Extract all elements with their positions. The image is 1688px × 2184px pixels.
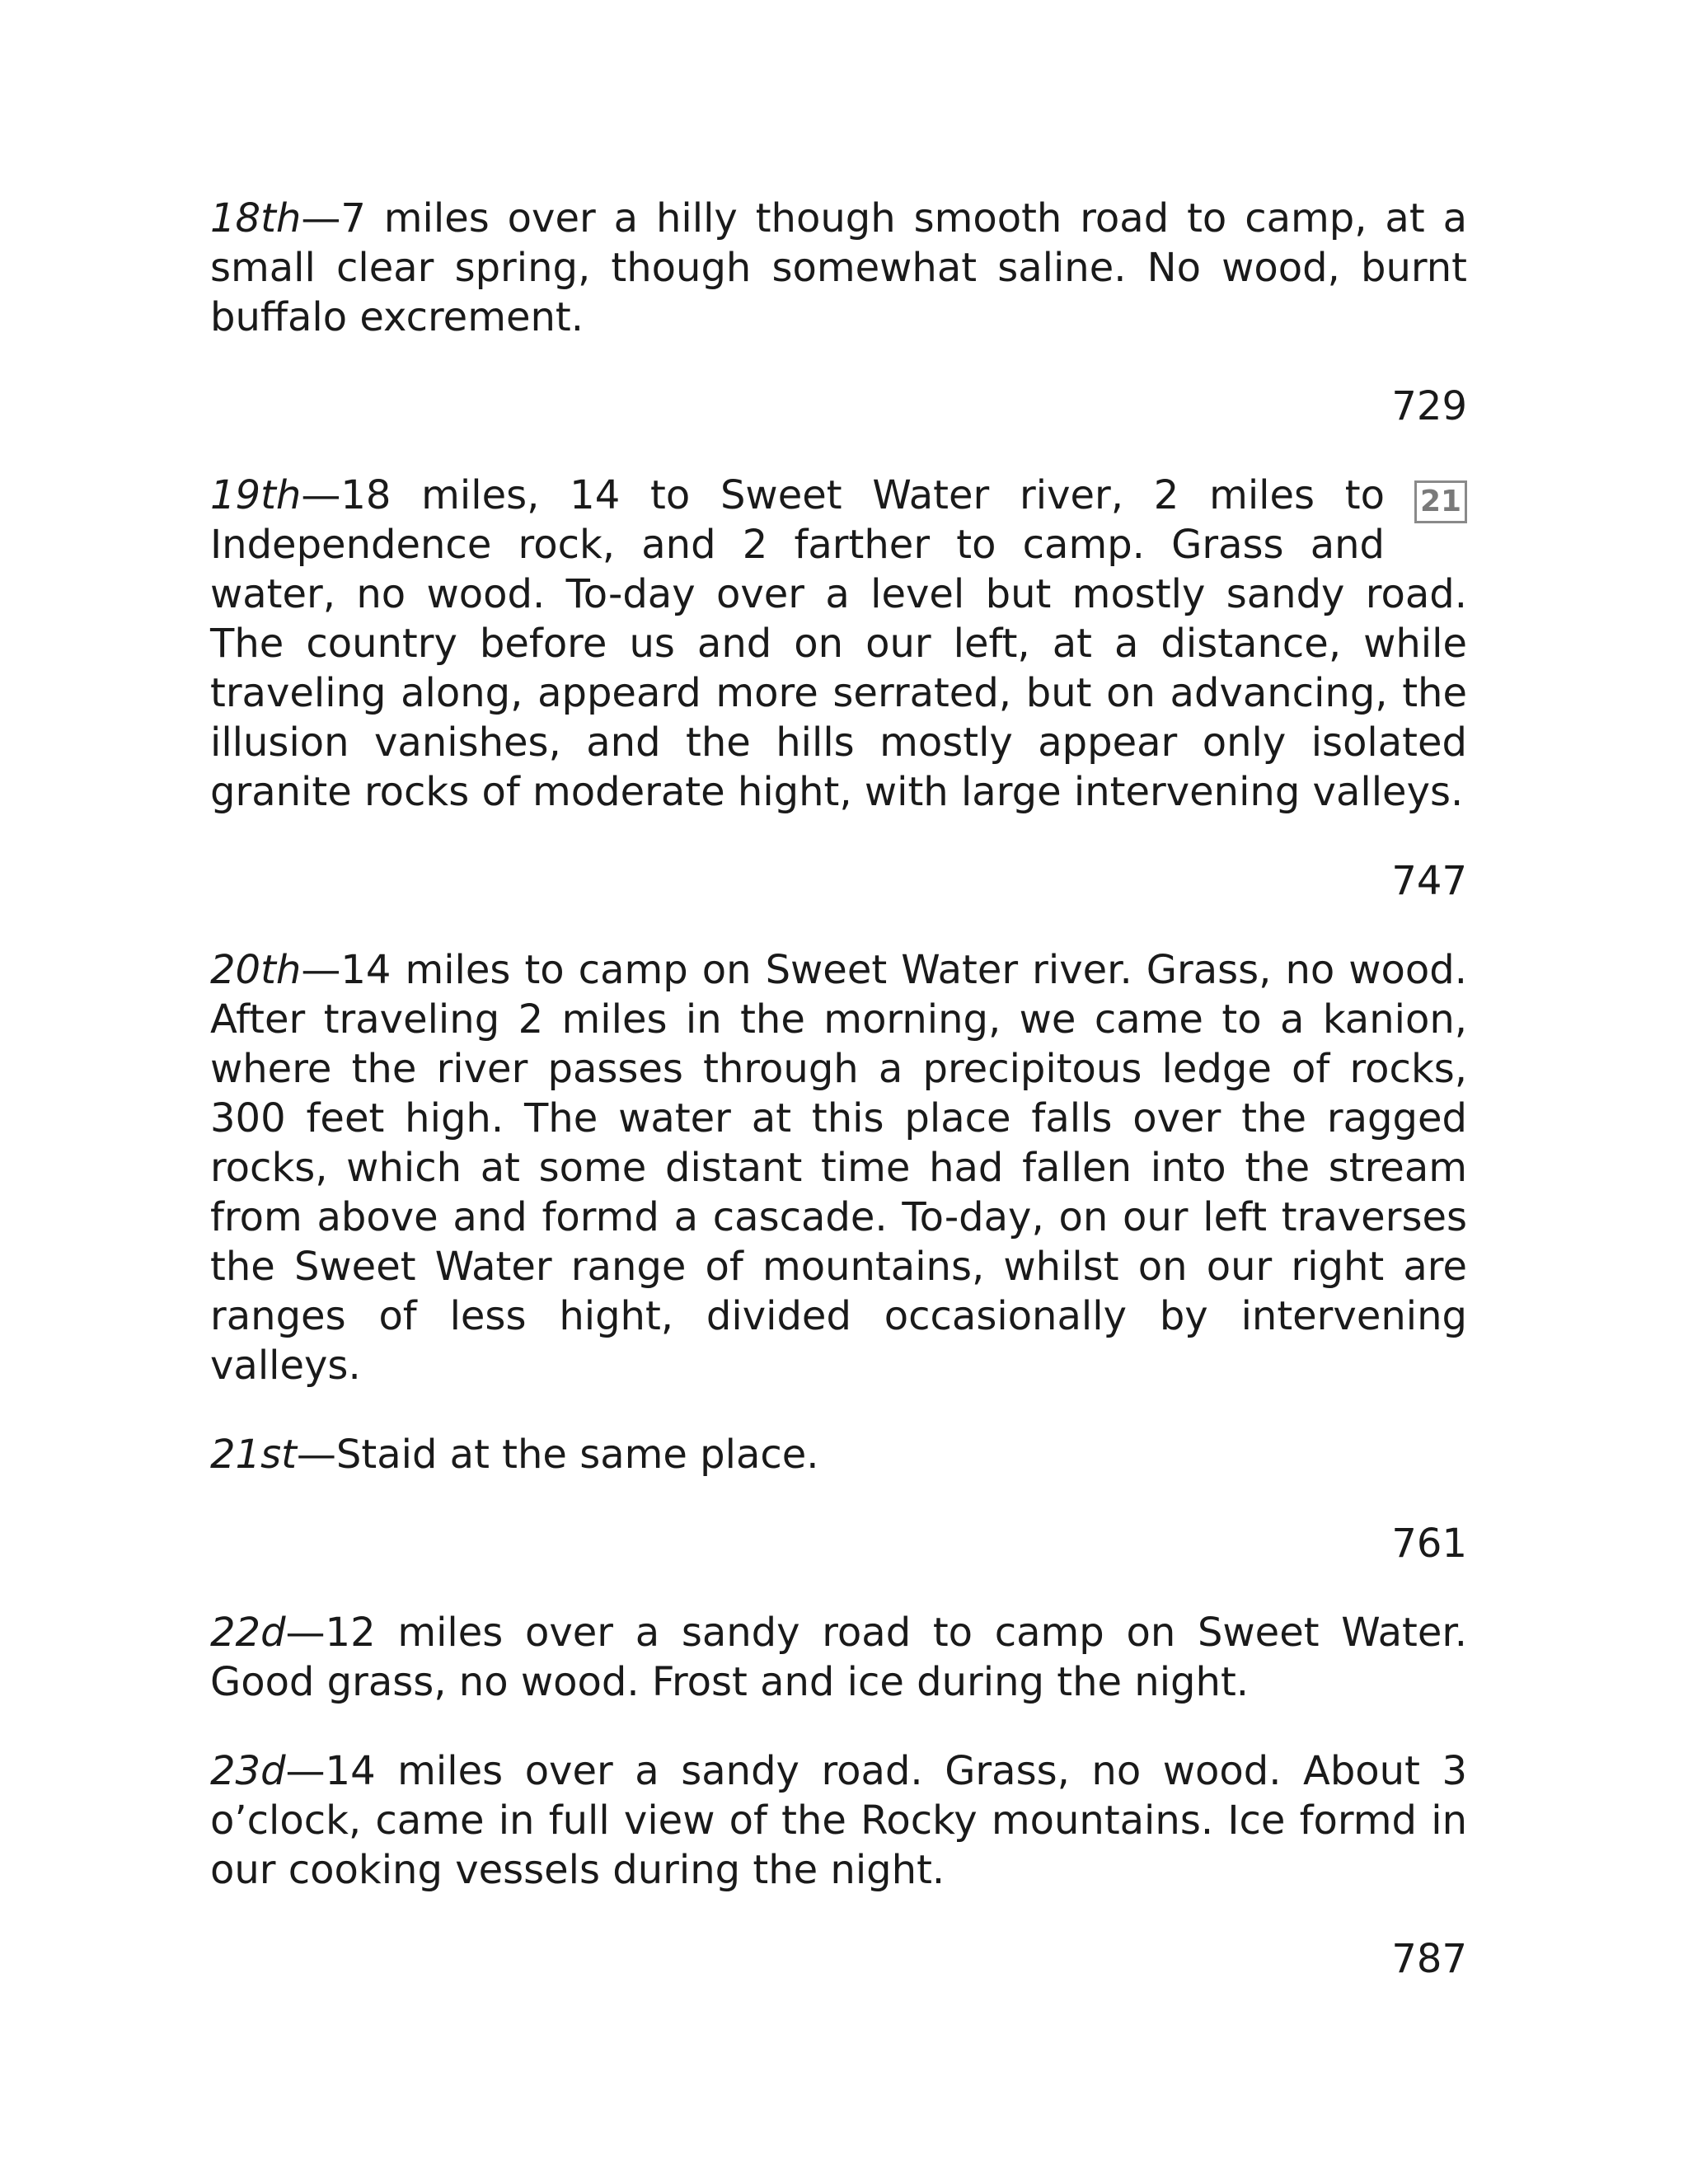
entry-date: 20th [210,947,302,993]
entry-date: 22d [210,1610,286,1656]
mileage-total: 729 [1391,383,1467,429]
entry-text: —18 miles, 14 to Sweet Water river, 2 miles to Independence rock, and 2 farther to camp. Grass and water, no wood. To-day over a level but mostly sandy road. The country before us and on our left, at a distance, while traveling along, appeard more serrated, but on advancing, the illusion vanishes, and the hills mostly appear only isolated granite rocks of moderate hight, with large intervening valleys. [210,472,1467,815]
entry-19th [210,471,1467,817]
entry-21st [210,1430,1467,1479]
entry-22d [210,1608,1467,1707]
entry-text: —Staid at the same place. [296,1432,819,1478]
entry-text: —12 miles over a sandy road to camp on Sweet Water. Good grass, no wood. Frost and ice during the night. [210,1610,1467,1705]
mileage-total: 787 [1391,1936,1467,1982]
entry-text: —14 miles over a sandy road. Grass, no wood. About 3 o’clock, came in full view of the Rocky mountains. Ice formd in our cooking vessels during the night. [210,1748,1467,1893]
journal-page [210,194,1467,1984]
entry-20th [210,945,1467,1390]
entry-date: 21st [210,1432,297,1478]
mileage-total: 761 [1391,1521,1467,1567]
page-number-marker: 21 [1414,480,1467,523]
entry-date: 19th [210,472,302,518]
entry-date: 23d [210,1748,286,1794]
mileage-total: 747 [1391,858,1467,904]
entry-text: —7 miles over a hilly though smooth road to camp, at a small clear spring, though somewhat saline. No wood, burnt buffalo excrement. [210,195,1467,340]
entry-23d [210,1746,1467,1895]
entry-date: 18th [210,195,302,241]
entry-18th [210,194,1467,342]
entry-text: —14 miles to camp on Sweet Water river. Grass, no wood. After traveling 2 miles in the morning, we came to a kanion, where the river passes through a precipitous ledge of rocks, 300 feet high. The water at this place falls over the ragged rocks, which at some distant time had fallen into the stream from above and formd a cascade. To-day, on our left traverses the Sweet Water range of mountains, whilst on our right are ranges of less hight, divided occasionally by intervening valleys. [210,947,1467,1389]
